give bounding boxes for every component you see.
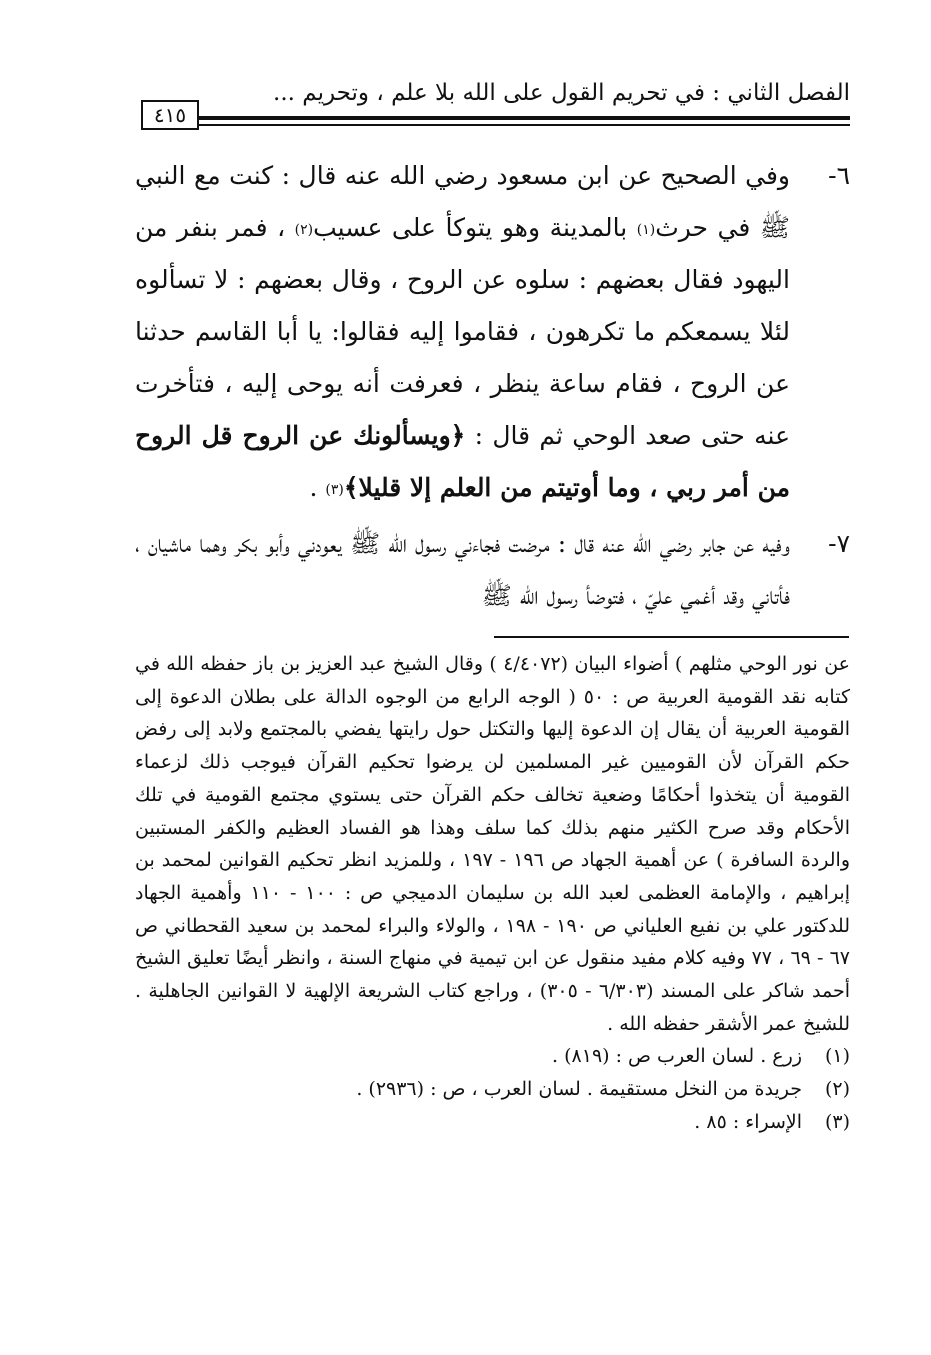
footnote-ref-1[interactable]: (١) — [636, 222, 656, 238]
footnote-2 — [135, 1073, 850, 1106]
running-title: الفصل الثاني : في تحريم القول على الله بلا علم ، وتحريم ... — [273, 80, 850, 106]
footnote-1 — [135, 1040, 850, 1073]
hadith-text: . — [309, 473, 326, 502]
hadith-text: وفي الصحيح عن ابن مسعود رضي الله عنه قال : كنت مع النبي ﷺ في حرث — [135, 161, 790, 242]
hadith-text: وفيه عن جابر رضي الله عنه قال : مرضت فجاءني رسول الله ﷺ يعودني وأبو بكر وهما ماشيان ، فأتاني وقد أغمي عليّ ، فتوضأ رسول الله ﷺ — [135, 529, 790, 610]
page-header — [135, 72, 850, 132]
footnote-separator — [494, 636, 849, 638]
main-text — [135, 150, 850, 626]
footnote-number: (٣) — [824, 1110, 850, 1133]
footnotes — [135, 648, 850, 1139]
item-number: ٦- — [828, 161, 850, 190]
item-number: ٧- — [828, 529, 850, 558]
footnote-number: (١) — [824, 1045, 850, 1068]
header-rule-thick — [199, 116, 850, 120]
footnote-number: (٢) — [824, 1078, 850, 1101]
footnote-3 — [135, 1106, 850, 1139]
quran-verse: ﴿ويسألونك عن الروح قل الروح من أمر ربي ، وما أوتيتم من العلم إلا قليلا﴾ — [135, 421, 790, 502]
footnote-ref-3[interactable]: (٣) — [325, 482, 344, 498]
footnote-continuation: عن نور الوحي مثلهم ) أضواء البيان (٤/٤٠٧٢ ) وقال الشيخ عبد العزيز بن باز حفظه الله في كتابه نقد القومية العربية ص : ٥٠ ( الوجه الرابع من الوجوه الدالة على بطلان الدعوة إلى القومية العربية أن يقال إن الدعوة إليها والتكتل حول رايتها يفضي بالمجتمع ولابد إلى رفض حكم القرآن لأن القوميين غير المسلمين لن يرضوا تحكيم القرآن فيوجب ذلك لزعماء القومية أن يتخذوا أحكامًا وضعية تخالف حكم القرآن حتى يستوي مجتمع القومية في تلك الأحكام وقد صرح الكثير منهم بذلك كما سلف وهذا هو الفساد العظيم والكفر المستبين والردة السافرة ) عن أهمية الجهاد ص ١٩٦ - ١٩٧ ، وللمزيد انظر تحكيم القوانين لمحمد بن إبراهيم ، والإمامة العظمى لعبد الله بن سليمان الدميجي ص : ١٠٠ - ١١٠ وأهمية الجهاد للدكتور علي بن نفيع العلياني ص ١٩٠ - ١٩٨ ، والولاء والبراء لمحمد بن سعيد القحطاني ص ٦٧ - ٦٩ ، ٧٧ وفيه كلام مفيد منقول عن ابن تيمية في منهاج السنة ، وانظر أيضًا تعليق الشيخ أحمد شاكر على المسند (٦/٣٠٣ - ٣٠٥) ، وراجع كتاب الشريعة الإلهية لا القوانين الجاهلية . للشيخ عمر الأشقر حفظه الله . — [135, 653, 851, 1035]
hadith-item-6 — [135, 150, 850, 514]
footnote-text: زرع . لسان العرب ص : (٨١٩) . — [552, 1045, 802, 1068]
page-number: ٤١٥ — [141, 100, 199, 130]
hadith-text: ، فمر بنفر من اليهود فقال بعضهم : سلوه عن الروح ، وقال بعضهم : لا تسألوه لئلا يسمعكم ما تكرهون ، فقاموا إليه فقالوا: يا أبا القاسم حدثنا عن الروح ، فقام ساعة ينظر ، فعرفت أنه يوحى إليه ، فتأخرت عنه حتى صعد الوحي ثم قال : — [135, 213, 790, 450]
hadith-item-7 — [135, 518, 850, 622]
header-rule-thin — [199, 124, 850, 126]
footnote-text: جريدة من النخل مستقيمة . لسان العرب ، ص : (٢٩٣٦) . — [356, 1078, 802, 1101]
footnote-text: الإسراء : ٨٥ . — [694, 1110, 802, 1133]
footnote-ref-2[interactable]: (٢) — [294, 222, 314, 238]
hadith-text: بالمدينة وهو يتوكأ على عسيب — [313, 213, 637, 242]
